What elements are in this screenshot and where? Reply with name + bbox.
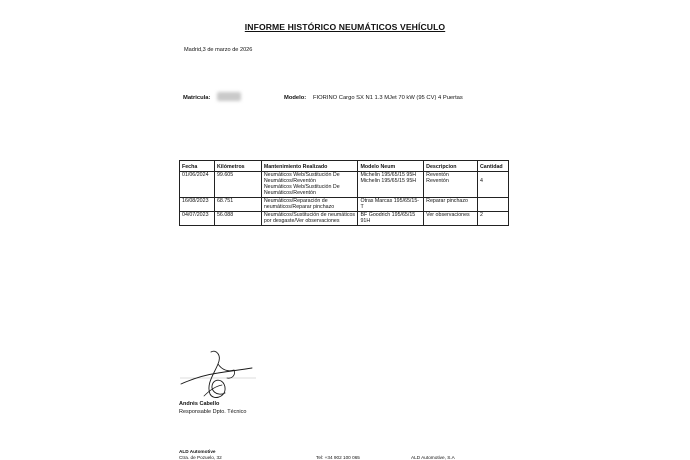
cell-km: 56.088	[214, 211, 261, 225]
cell-mantenimiento: Neumáticos/Reparación de neumáticos/Reparar pinchazo	[261, 197, 358, 211]
cell-modelo: Otras Marcas 195/65/15-T	[358, 197, 424, 211]
signer-name: Andrés Cabello	[179, 401, 220, 407]
header-cantidad: Cantidad	[477, 161, 508, 172]
cell-line: 4	[479, 178, 483, 184]
footer-phone: Tel: +34 902 100 065	[316, 455, 360, 460]
tire-history-table	[179, 160, 509, 226]
cell-fecha: 04/07/2023	[180, 211, 215, 225]
cell-descripcion: Reparar pinchazo	[424, 197, 478, 211]
cell-line: Reventón	[426, 178, 449, 184]
cell-fecha: 01/06/2024	[180, 171, 215, 197]
cell-line: Reventón	[426, 172, 449, 178]
matricula-label: Matricula:	[183, 95, 211, 101]
cell-line: Michelin 195/65/15 95H	[360, 172, 417, 178]
cell-line: Neumáticos Web/Sustitución De Neumáticos/Reventón	[263, 172, 340, 184]
modelo-value: FIORINO Cargo SX N1 1.3 MJet 70 kW (95 CV) 4 Puertas	[313, 95, 463, 101]
modelo-label: Modelo:	[284, 95, 307, 101]
header-kilometros: Kilómetros	[214, 161, 261, 172]
cell-cantidad	[477, 197, 508, 211]
cell-line: Neumáticos Web/Sustitución De Neumáticos/Reventón	[263, 184, 340, 196]
header-fecha: Fecha	[180, 161, 215, 172]
cell-fecha: 16/08/2023	[180, 197, 215, 211]
cell-km: 99.605	[214, 171, 261, 197]
header-mantenimiento: Mantenimiento Realizado	[261, 161, 358, 172]
footer-company: ALD Automotive	[179, 449, 216, 454]
cell-km: 68.751	[214, 197, 261, 211]
report-title: INFORME HISTÓRICO NEUMÁTICOS VEHÍCULO	[244, 22, 446, 32]
table-row	[180, 211, 509, 225]
cell-cantidad: 2	[477, 211, 508, 225]
signer-role: Responsable Dpto. Técnico	[179, 409, 247, 415]
cell-cantidad	[477, 171, 508, 197]
table-header-row	[180, 161, 509, 172]
table-row	[180, 197, 509, 211]
header-descripcion: Descripcion	[424, 161, 478, 172]
footer-address: Ctra. de Pozuelo, 32	[179, 455, 222, 460]
cell-mantenimiento: Neumáticos/Sustitución de neumáticos por desgaste/Ver observaciones	[261, 211, 358, 225]
cell-modelo: BF Goodrich 195/65/15 91H	[358, 211, 424, 225]
footer-legal: ALD Automotive, S.A	[411, 455, 455, 460]
header-modelo-neum: Modelo Neum	[358, 161, 424, 172]
matricula-redacted	[217, 92, 241, 101]
cell-descripcion	[424, 171, 478, 197]
signature-image	[178, 346, 258, 402]
report-date: Madrid,3 de marzo de 2026	[184, 47, 253, 53]
cell-modelo	[358, 171, 424, 197]
cell-line: Michelin 195/65/15 95H	[360, 178, 417, 184]
cell-descripcion: Ver observaciones	[424, 211, 478, 225]
cell-mantenimiento	[261, 171, 358, 197]
table-row	[180, 171, 509, 197]
